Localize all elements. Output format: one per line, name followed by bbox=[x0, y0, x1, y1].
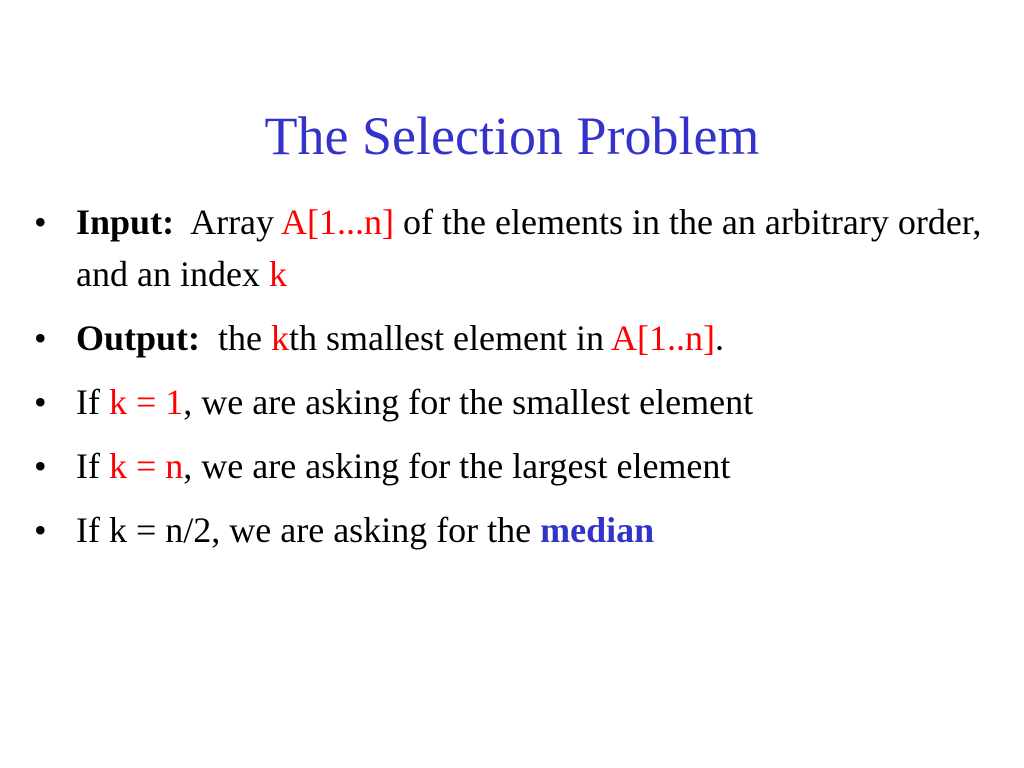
bullet-k-equals-n bbox=[34, 440, 994, 492]
slide-title: The Selection Problem bbox=[264, 106, 760, 166]
median-term: median bbox=[540, 510, 655, 550]
bullet-dot-icon: • bbox=[34, 318, 47, 358]
text-segment: . bbox=[714, 318, 724, 358]
text-segment: Array bbox=[190, 202, 282, 242]
text-segment: of the elements in the an arbitrary order, and an index bbox=[76, 202, 982, 294]
bullet-k-equals-1 bbox=[34, 376, 994, 428]
bullet-dot-icon: • bbox=[34, 202, 47, 242]
bullet-text bbox=[76, 196, 994, 300]
output-label: Output: bbox=[76, 318, 201, 358]
bullet-text bbox=[76, 504, 994, 556]
text-segment: If k = n/2, we are asking for the bbox=[76, 510, 541, 550]
k-ref: k bbox=[271, 318, 290, 358]
spacer bbox=[200, 318, 218, 358]
text-segment: the bbox=[218, 318, 272, 358]
bullet-text bbox=[76, 312, 994, 364]
bullet-input bbox=[34, 196, 994, 300]
text-segment: If bbox=[76, 446, 109, 486]
bullet-output bbox=[34, 312, 994, 364]
bullet-dot-icon: • bbox=[34, 382, 47, 422]
bullet-dot-icon: • bbox=[34, 510, 47, 550]
bullet-dot-icon: • bbox=[34, 446, 47, 486]
text-segment: If bbox=[76, 382, 109, 422]
index-k: k bbox=[268, 254, 287, 294]
bullet-text bbox=[76, 376, 994, 428]
array-ref: A[1..n] bbox=[610, 318, 715, 358]
bullet-text bbox=[76, 440, 994, 492]
bullet-list bbox=[34, 196, 994, 568]
text-segment: th smallest element in bbox=[289, 318, 611, 358]
input-label: Input: bbox=[76, 202, 175, 242]
spacer bbox=[174, 202, 190, 242]
bullet-median bbox=[34, 504, 994, 556]
text-segment: , we are asking for the smallest element bbox=[183, 382, 754, 422]
k-equals-n: k = n bbox=[108, 446, 184, 486]
k-equals-1: k = 1 bbox=[108, 382, 184, 422]
text-segment: , we are asking for the largest element bbox=[183, 446, 731, 486]
array-ref: A[1...n] bbox=[281, 202, 395, 242]
